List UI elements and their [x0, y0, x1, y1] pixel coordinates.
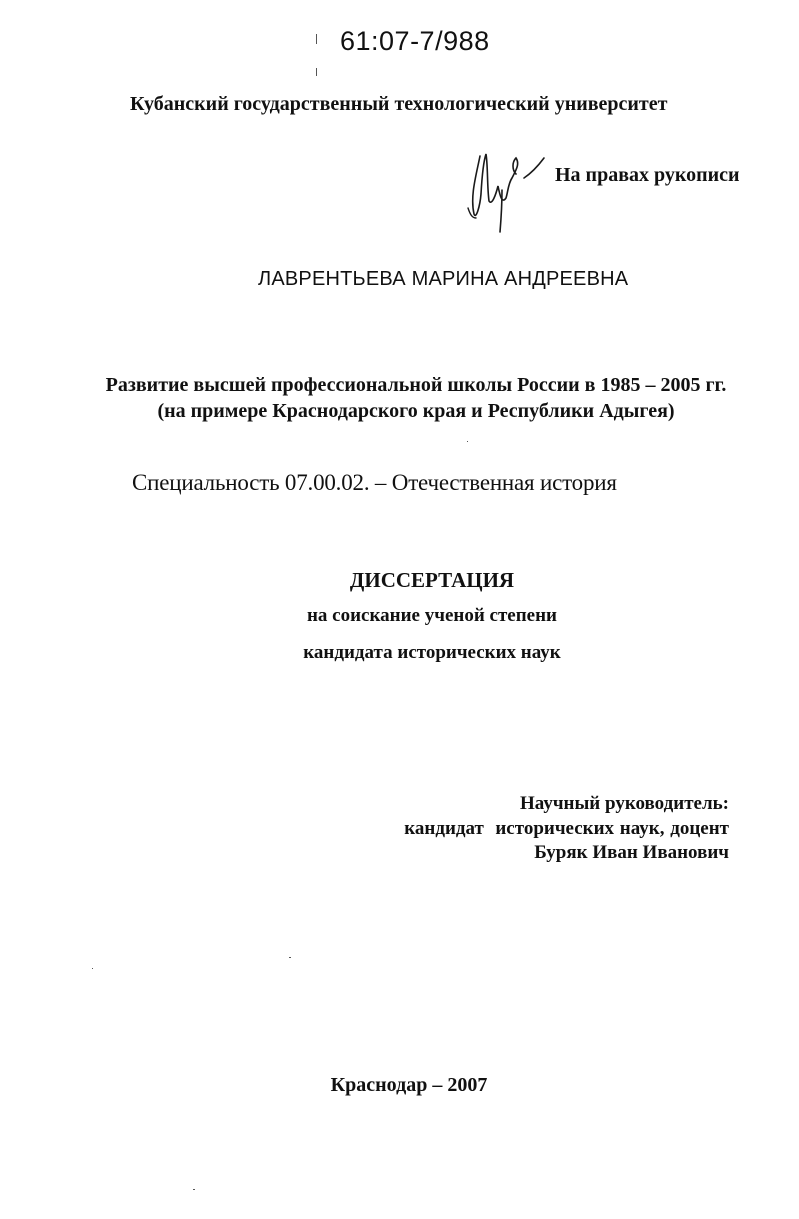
author-name: ЛАВРЕНТЬЕВА МАРИНА АНДРЕЕВНА — [258, 268, 629, 290]
degree-purpose: на соискание ученой степени — [306, 605, 557, 626]
city-year: Краснодар – 2007 — [330, 1074, 488, 1096]
degree-name: кандидата исторических наук — [303, 642, 561, 663]
scan-mark — [92, 968, 93, 969]
university-name: Кубанский государственный технологический университет — [130, 93, 668, 115]
dissertation-title-line-2: (на примере Краснодарского края и Республики Адыгея) — [157, 400, 675, 422]
supervisor-label: Научный руководитель: — [520, 793, 729, 814]
specialty: Специальность 07.00.02. – Отечественная история — [132, 470, 617, 495]
scan-mark — [316, 68, 317, 76]
manuscript-rights-note: На правах рукописи — [555, 164, 740, 186]
catalog-code: 61:07-7/988 — [340, 26, 490, 56]
scan-mark — [316, 34, 317, 44]
supervisor-degree: кандидат исторических наук, доцент — [404, 818, 729, 839]
handwritten-signature — [462, 146, 552, 236]
scan-mark — [289, 957, 291, 958]
scan-mark — [193, 1189, 195, 1190]
document-type: ДИССЕРТАЦИЯ — [349, 568, 515, 592]
scan-mark — [467, 441, 468, 442]
dissertation-title-line-1: Развитие высшей профессиональной школы России в 1985 – 2005 гг. — [105, 374, 727, 396]
supervisor-name: Буряк Иван Иванович — [534, 842, 729, 863]
